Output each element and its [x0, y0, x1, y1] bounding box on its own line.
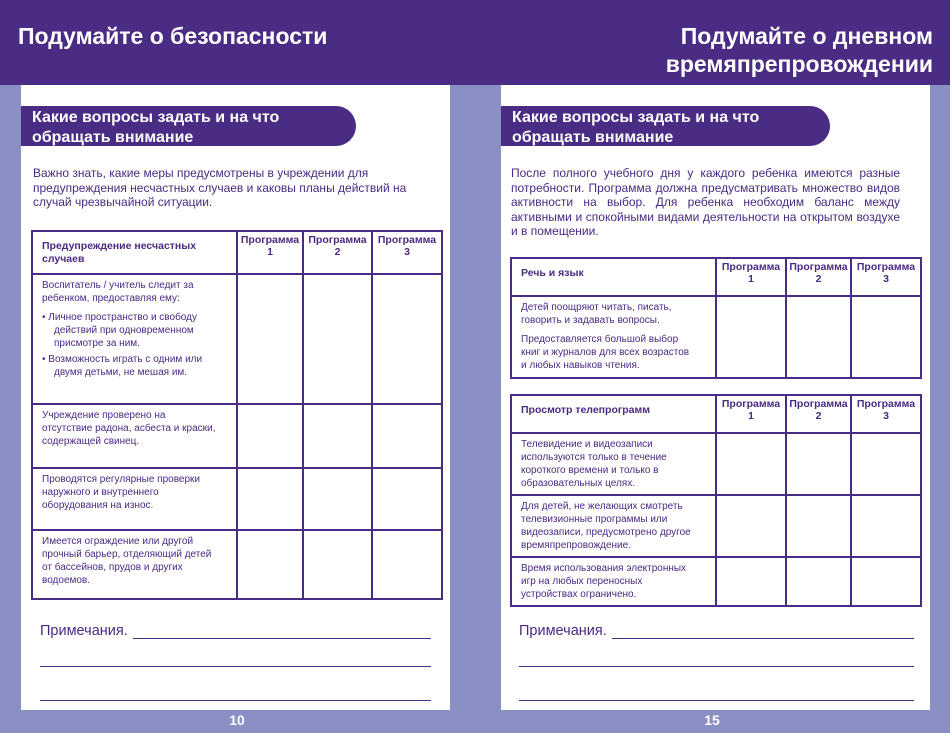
program-2-checkbox-cell[interactable]	[786, 495, 851, 557]
criteria-line: игр на любых переносных	[521, 576, 643, 587]
page-number: 10	[229, 712, 245, 728]
table-header-row	[511, 258, 921, 296]
table-row	[32, 404, 442, 468]
criteria-line: водоемов.	[42, 575, 91, 586]
program-2-checkbox-cell[interactable]	[786, 433, 851, 495]
program-3-checkbox-cell[interactable]	[372, 274, 442, 404]
program-2-header	[786, 395, 851, 433]
program-1-header	[716, 395, 786, 433]
col-label: Программа	[789, 398, 848, 410]
header-line: случаев	[42, 253, 85, 265]
left-section-title	[21, 106, 356, 146]
program-3-checkbox-cell[interactable]	[851, 433, 921, 495]
program-2-checkbox-cell[interactable]	[303, 274, 372, 404]
table-row	[511, 495, 921, 557]
program-1-checkbox-cell[interactable]	[237, 404, 303, 468]
intro-line: предупреждения несчастных случаев и каковы планы действий на	[33, 180, 407, 195]
col-label: Программа	[856, 398, 916, 410]
program-1-checkbox-cell[interactable]	[237, 468, 303, 530]
program-3-checkbox-cell[interactable]	[851, 296, 921, 378]
criteria-line: содержащей свинец.	[42, 436, 140, 447]
program-1-checkbox-cell[interactable]	[716, 557, 786, 606]
table-header-row	[32, 231, 442, 274]
right-heading-line: времяпрепровождении	[665, 51, 933, 77]
criteria-line: короткого времени и только в	[521, 465, 659, 476]
bullet-line: • Личное пространство и свободу	[42, 312, 197, 323]
program-2-checkbox-cell[interactable]	[303, 530, 372, 599]
table-row	[32, 468, 442, 530]
header-line: Предупреждение несчастных	[42, 240, 197, 252]
table-row	[511, 557, 921, 606]
criteria-line: Предоставляется большой выбор	[521, 334, 679, 345]
bullet-line: • Возможность играть с одним или	[42, 354, 203, 365]
criteria-cell	[511, 557, 716, 606]
left-intro-text	[33, 166, 433, 210]
program-3-checkbox-cell[interactable]	[851, 495, 921, 557]
col-number: 2	[815, 409, 822, 422]
criteria-cell	[511, 495, 716, 557]
criteria-line: от бассейнов, прудов и других	[42, 562, 183, 573]
program-3-checkbox-cell[interactable]	[851, 557, 921, 606]
program-3-checkbox-cell[interactable]	[372, 404, 442, 468]
criteria-line: времяпрепровождение.	[521, 540, 631, 551]
col-label: Программа	[856, 261, 916, 273]
col-number: 2	[334, 245, 341, 258]
criteria-line: Для детей, не желающих смотреть	[521, 501, 683, 512]
criteria-line: образовательных целях.	[521, 478, 635, 489]
criteria-line: книг и журналов для всех возрастов	[521, 347, 690, 358]
intro-line: Важно знать, какие меры предусмотрены в учреждении для	[33, 166, 369, 180]
criteria-line: говорить и задавать вопросы.	[521, 315, 660, 326]
program-1-header	[237, 231, 303, 274]
criteria-line: прочный барьер, отделяющий детей	[42, 549, 212, 560]
col-number: 3	[883, 272, 889, 285]
criteria-line: устройствах ограничено.	[521, 589, 637, 600]
col-number: 1	[748, 272, 754, 285]
bullet-line: двумя детьми, не мешая им.	[54, 367, 188, 378]
notes-label: Примечания.	[519, 623, 607, 639]
criteria-cell	[32, 404, 237, 468]
criteria-line: видеозаписи, предусмотрено другое	[521, 527, 691, 538]
criteria-cell	[32, 468, 237, 530]
col-number: 2	[815, 272, 822, 285]
col-label: Программа	[240, 234, 300, 246]
right-intro-text: После полного учебного дня у каждого ребенка имеются разные потребности. Программа должна предусматривать множество видов активности на выбор. Для ребенка необходим баланс между активными и спокойными видами деятельности на открытом воздухе и в помещении.	[511, 166, 900, 239]
criteria-line: используются только в течение	[521, 452, 667, 463]
intro-line: случай чрезвычайной ситуации.	[33, 195, 213, 210]
criteria-line: Телевидение и видеозаписи	[521, 439, 653, 450]
section-title-line: обращать внимание	[32, 129, 194, 146]
col-number: 1	[267, 245, 273, 258]
program-2-header	[786, 258, 851, 296]
table-header-cell: Речь и язык	[511, 258, 716, 296]
criteria-line: Учреждение проверено на	[42, 410, 166, 421]
program-1-checkbox-cell[interactable]	[716, 433, 786, 495]
left-page-heading: Подумайте о безопасности	[18, 23, 328, 49]
col-label: Программа	[377, 234, 437, 246]
program-1-checkbox-cell[interactable]	[716, 296, 786, 378]
col-label: Программа	[721, 261, 781, 273]
notes-line[interactable]	[40, 700, 431, 701]
bullet-item	[42, 311, 230, 350]
notes-line[interactable]	[519, 666, 914, 667]
col-label: Программа	[721, 398, 781, 410]
right-heading-line: Подумайте о дневном	[680, 23, 933, 49]
table-row	[32, 274, 442, 404]
table-header-row	[511, 395, 921, 433]
program-1-header	[716, 258, 786, 296]
bullet-line: присмотре за ним.	[54, 338, 140, 349]
right-page-heading	[666, 22, 933, 78]
criteria-line: телевизионные программы или	[521, 514, 668, 525]
criteria-line: наружного и внутреннего	[42, 487, 159, 498]
program-1-checkbox-cell[interactable]	[237, 274, 303, 404]
notes-line[interactable]	[519, 700, 914, 701]
section-title-line: Какие вопросы задать и на что	[512, 109, 760, 126]
criteria-cell	[511, 433, 716, 495]
col-number: 1	[748, 409, 754, 422]
tv-viewing-table	[510, 394, 922, 607]
criteria-line: отсутствие радона, асбеста и краски,	[42, 423, 216, 434]
program-3-checkbox-cell[interactable]	[372, 530, 442, 599]
criteria-line: и любых навыков чтения.	[521, 360, 640, 371]
program-2-checkbox-cell[interactable]	[303, 404, 372, 468]
program-2-checkbox-cell[interactable]	[786, 296, 851, 378]
criteria-line: Проводятся регулярные проверки	[42, 474, 200, 485]
program-2-header	[303, 231, 372, 274]
page-number: 15	[704, 712, 720, 728]
notes-line[interactable]	[40, 666, 431, 667]
criteria-line: Время использования электронных	[521, 563, 687, 574]
notes-line[interactable]	[612, 638, 914, 639]
criteria-line: оборудования на износ.	[42, 500, 154, 511]
program-3-checkbox-cell[interactable]	[372, 468, 442, 530]
program-3-header	[851, 395, 921, 433]
section-title-line: обращать внимание	[512, 129, 674, 146]
table-header-cell	[32, 231, 237, 274]
program-2-checkbox-cell[interactable]	[303, 468, 372, 530]
speech-language-table	[510, 257, 922, 379]
criteria-line: ребенком, предоставляя ему:	[42, 293, 180, 304]
criteria-cell	[511, 296, 716, 378]
col-number: 3	[883, 409, 889, 422]
criteria-line: Детей поощряют читать, писать,	[521, 302, 672, 313]
bullet-line: действий при одновременном	[54, 325, 194, 336]
right-section-title	[501, 106, 830, 146]
col-label: Программа	[789, 261, 848, 273]
criteria-line: Воспитатель / учитель следит за	[42, 280, 194, 291]
program-3-header	[851, 258, 921, 296]
table-row	[32, 530, 442, 599]
program-1-checkbox-cell[interactable]	[237, 530, 303, 599]
notes-label: Примечания.	[40, 623, 128, 639]
safety-checklist-table	[31, 230, 443, 600]
notes-line[interactable]	[133, 638, 431, 639]
program-3-header	[372, 231, 442, 274]
criteria-cell	[32, 530, 237, 599]
program-1-checkbox-cell[interactable]	[716, 495, 786, 557]
table-row	[511, 433, 921, 495]
criteria-cell	[32, 274, 237, 404]
col-label: Программа	[308, 234, 367, 246]
bullet-item	[42, 353, 230, 379]
table-row	[511, 296, 921, 378]
section-title-line: Какие вопросы задать и на что	[32, 109, 280, 126]
criteria-line: Имеется ограждение или другой	[42, 536, 194, 547]
col-number: 3	[404, 245, 410, 258]
table-header-cell: Просмотр телепрограмм	[511, 395, 716, 433]
program-2-checkbox-cell[interactable]	[786, 557, 851, 606]
